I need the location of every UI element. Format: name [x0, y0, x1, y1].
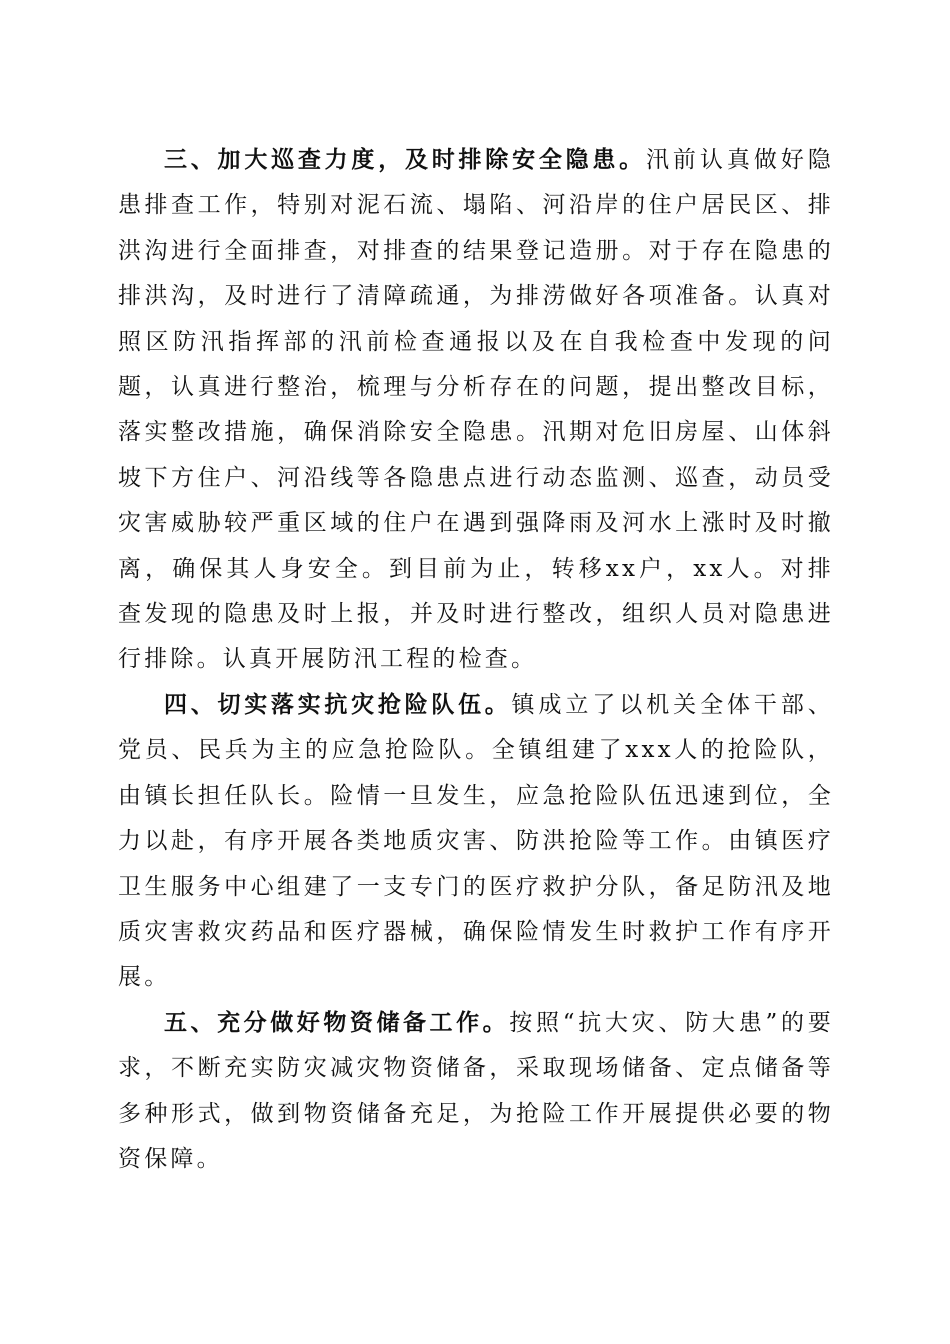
paragraph-supplies [118, 1001, 834, 1183]
document-body [118, 138, 834, 1182]
section-text-supplies: 按照“抗大灾、防大患”的要求，不断充实防灾减灾物资储备，采取现场储备、定点储备等多种形式，做到物资储备充足，为抢险工作开展提供必要的物资保障。 [118, 1009, 834, 1172]
section-text-inspection: 汛前认真做好隐患排查工作，特别对泥石流、塌陷、河沿岸的住户居民区、排洪沟进行全面排查，对排查的结果登记造册。对于存在隐患的排洪沟，及时进行了清障疏通，为排涝做好各项准备。认真对照区防汛指挥部的汛前检查通报以及在自我检查中发现的问题，认真进行整治，梳理与分析存在的问题，提出整改目标，落实整改措施，确保消除安全隐患。汛期对危旧房屋、山体斜坡下方住户、河沿线等各隐患点进行动态监测、巡查，动员受灾害威胁较严重区域的住户在遇到强降雨及河水上涨时及时撤离，确保其人身安全。到目前为止，转移xx户，xx人。对排查发现的隐患及时上报，并及时进行整改，组织人员对隐患进行排除。认真开展防汛工程的检查。 [118, 147, 835, 673]
section-heading-supplies: 五、充分做好物资储备工作。 [164, 1009, 510, 1036]
section-heading-inspection: 三、加大巡查力度，及时排除安全隐患。 [164, 147, 646, 173]
paragraph-inspection [118, 138, 834, 683]
paragraph-rescue-team [118, 683, 834, 1001]
section-heading-rescue-team: 四、切实落实抗灾抢险队伍。 [164, 691, 512, 718]
section-text-rescue-team: 镇成立了以机关全体干部、党员、民兵为主的应急抢险队。全镇组建了xxx人的抢险队，由镇长担任队长。险情一旦发生，应急抢险队伍迅速到位，全力以赴，有序开展各类地质灾害、防洪抢险等工作。由镇医疗卫生服务中心组建了一支专门的医疗救护分队，备足防汛及地质灾害救灾药品和医疗器械，确保险情发生时救护工作有序开展。 [118, 691, 834, 991]
